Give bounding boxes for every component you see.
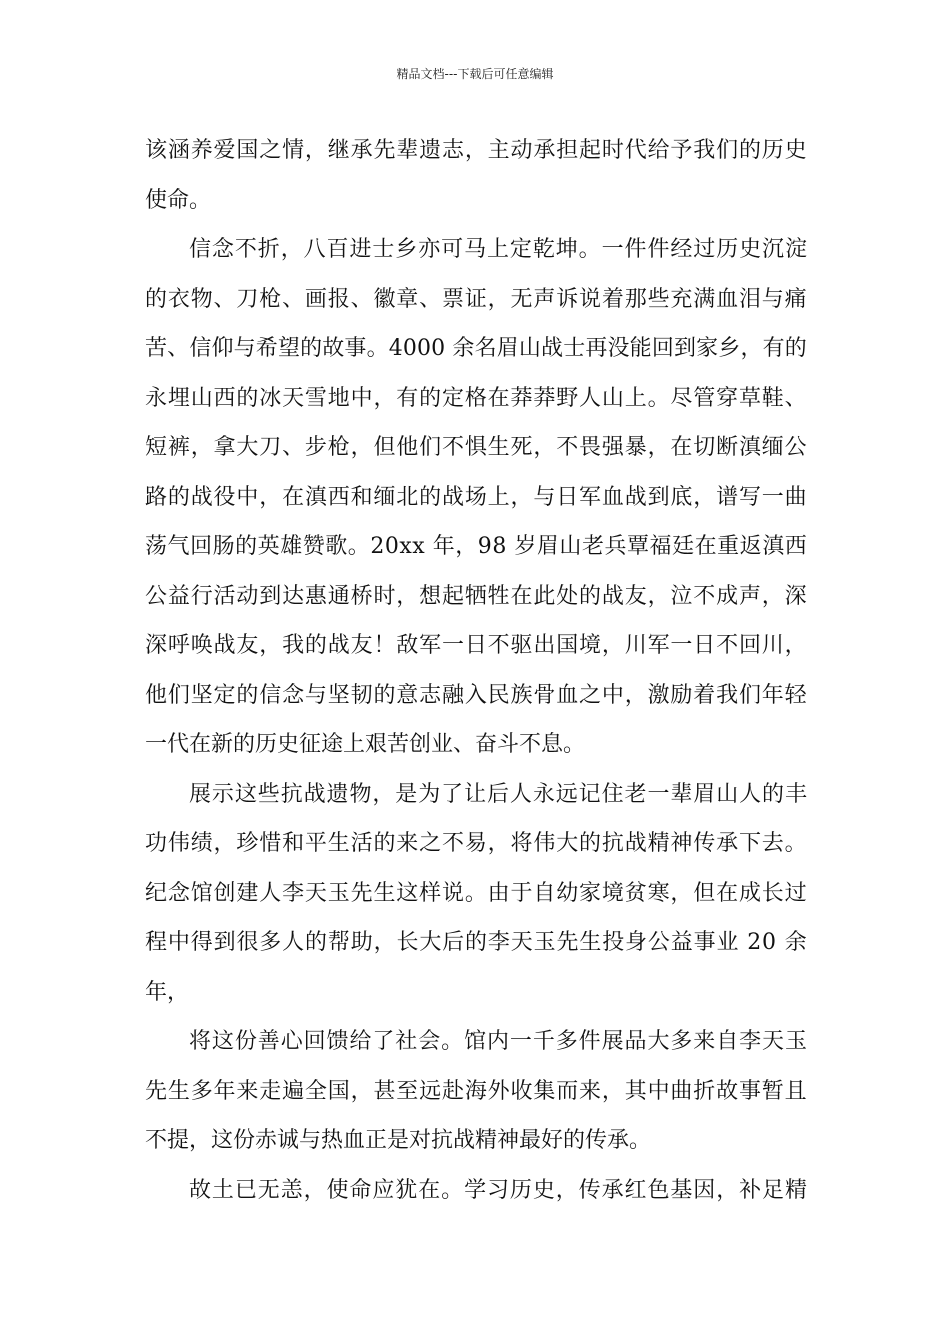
text-line: 使命。 — [145, 187, 212, 213]
text-line: 信 念 不 折 ， 八 百 进 士 乡 亦 可 马 上 定 乾 坤 。 一 件 件 经 过 历 史 沉 淀 — [189, 237, 807, 262]
text-line: 展 示 这 些 抗 战 遗 物 ， 是 为 了 让 后 人 永 远 记 住 老 一 辈 眉 山 人 的 丰 — [189, 781, 807, 807]
text-line: 先 生 多 年 来 走 遍 全 国 ， 甚 至 远 赴 海 外 收 集 而 来 ， 其 中 曲 折 故 事 暂 且 — [145, 1078, 807, 1104]
text-line: 一代在新的历史征途上艰苦创业、奋斗不息。 — [145, 732, 586, 757]
paragraph — [145, 225, 807, 770]
page-header: 精品文档---下载后可任意编辑 — [396, 67, 554, 81]
text-line: 故 土 已 无 恙 ， 使 命 应 犹 在 。 学 习 历 史 ， 传 承 红 色 基 因 ， 补 足 精 — [189, 1177, 807, 1203]
text-line: 将 这 份 善 心 回 馈 给 了 社 会 。 馆 内 一 千 多 件 展 品 大 多 来 自 李 天 玉 — [189, 1029, 807, 1054]
text-line: 永 埋 山 西 的 冰 天 雪 地 中 ， 有 的 定 格 在 莽 莽 野 人 山 上 。 尽 管 穿 草 鞋 、 — [145, 385, 807, 411]
paragraph — [145, 770, 807, 1018]
text-line: 的 衣 物 、 刀 枪 、 画 报 、 徽 章 、 票 证 ， 无 声 诉 说 着 那 些 充 满 血 泪 与 痛 — [145, 286, 807, 312]
text-line: 路 的 战 役 中 ， 在 滇 西 和 缅 北 的 战 场 上 ， 与 日 军 血 战 到 底 ， 谱 写 一 曲 — [145, 484, 807, 510]
text-line: 纪 念 馆 创 建 人 李 天 玉 先 生 这 样 说 。 由 于 自 幼 家 境 贫 寒 ， 但 在 成 长 过 — [145, 880, 807, 906]
text-line: 他 们 坚 定 的 信 念 与 坚 韧 的 意 志 融 入 民 族 骨 血 之 中 ， 激 励 着 我 们 年 轻 — [145, 682, 807, 708]
paragraph — [145, 1017, 807, 1166]
text-line: 深 呼 唤 战 友 ， 我 的 战 友 ！ 敌 军 一 日 不 驱 出 国 境 ， 川 军 一 日 不 回 川 ， — [145, 633, 807, 658]
text-line: 年， — [145, 979, 190, 1005]
text-line: 苦 、 信 仰 与 希 望 的 故 事 。 4 0 0 0 余 名 眉 山 战 士 再 没 能 回 到 家 乡 ， 有 的 — [145, 336, 807, 361]
text-line: 短 裤 ， 拿 大 刀 、 步 枪 ， 但 他 们 不 惧 生 死 ， 不 畏 强 暴 ， 在 切 断 滇 缅 公 — [145, 435, 807, 460]
text-line: 功 伟 绩 ， 珍 惜 和 平 生 活 的 来 之 不 易 ， 将 伟 大 的 抗 战 精 神 传 承 下 去 。 — [145, 831, 807, 856]
document-body — [145, 126, 807, 1215]
text-line: 该 涵 养 爱 国 之 情 ， 继 承 先 辈 遗 志 ， 主 动 承 担 起 时 代 给 予 我 们 的 历 史 — [145, 138, 807, 163]
text-line: 公 益 行 活 动 到 达 惠 通 桥 时 ， 想 起 牺 牲 在 此 处 的 战 友 ， 泣 不 成 声 ， 深 — [145, 583, 807, 609]
text-line: 程 中 得 到 很 多 人 的 帮 助 ， 长 大 后 的 李 天 玉 先 生 投 身 公 益 事 业 2 0 余 — [145, 930, 807, 955]
text-line: 荡 气 回 肠 的 英 雄 赞 歌 。 2 0 x x 年 ， 9 8 岁 眉 山 老 兵 覃 福 廷 在 重 返 滇 西 — [145, 534, 807, 559]
paragraph — [145, 1166, 807, 1216]
text-line: 不提，这份赤诚与热血正是对抗战精神最好的传承。 — [145, 1128, 652, 1153]
paragraph — [145, 126, 807, 225]
